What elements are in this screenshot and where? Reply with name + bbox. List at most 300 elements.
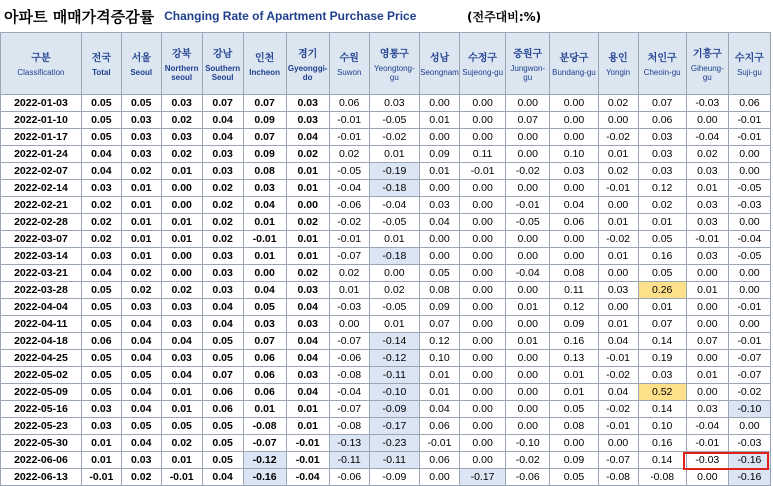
value-cell: 0.03 [686,401,728,418]
column-header-english: Cheoin-gu [643,68,681,78]
value-cell: 0.04 [598,384,638,401]
value-cell: -0.05 [728,248,770,265]
value-cell: 0.05 [202,333,243,350]
column-header-english: Gyeonggi-do [287,64,328,82]
value-cell: 0.02 [286,214,329,231]
unit-label: (전주대비:%) [467,9,542,24]
value-cell: 0.04 [121,350,161,367]
date-cell: 2022-01-10 [1,112,82,129]
value-cell: 0.01 [506,299,550,316]
value-cell: 0.02 [81,231,121,248]
column-header-english: Sujeong-gu [462,68,504,78]
value-cell: 0.03 [81,248,121,265]
value-cell: 0.00 [506,180,550,197]
value-cell: 0.02 [121,282,161,299]
value-cell: 0.00 [459,231,505,248]
value-cell: 0.03 [420,197,460,214]
value-cell: 0.01 [161,214,202,231]
value-cell: 0.07 [243,129,286,146]
value-cell: -0.11 [329,452,369,469]
value-cell: -0.01 [329,231,369,248]
value-cell: 0.02 [329,265,369,282]
value-cell: 0.26 [638,282,686,299]
value-cell: 0.02 [638,197,686,214]
table-row [1,146,771,163]
column-header [202,33,243,95]
value-cell: 0.05 [420,265,460,282]
value-cell: 0.09 [243,112,286,129]
value-cell: 0.00 [598,112,638,129]
value-cell: 0.06 [728,95,770,112]
value-cell: 0.00 [506,418,550,435]
column-header-english: Jungwon-gu [510,64,546,82]
column-header-english: Suji-gu [736,68,762,78]
table-row [1,180,771,197]
value-cell: 0.01 [286,163,329,180]
column-header-korean: 경기 [298,49,318,61]
value-cell: 0.07 [202,95,243,112]
value-cell: 0.00 [459,282,505,299]
value-cell: 0.00 [420,248,460,265]
value-cell: -0.10 [728,401,770,418]
column-header-english: Total [92,68,111,78]
value-cell: 0.00 [459,452,505,469]
column-header-korean: 기흥구 [692,49,722,61]
value-cell: 0.16 [638,248,686,265]
column-header [638,33,686,95]
value-cell: 0.01 [638,214,686,231]
value-cell: 0.00 [420,95,460,112]
column-header-english: Yongin [605,68,631,78]
value-cell: 0.00 [506,401,550,418]
value-cell: 0.00 [550,112,598,129]
value-cell: 0.01 [369,316,419,333]
date-cell: 2022-01-03 [1,95,82,112]
value-cell: -0.01 [329,129,369,146]
value-cell: 0.00 [459,197,505,214]
value-cell: 0.08 [243,163,286,180]
value-cell: 0.03 [161,316,202,333]
value-cell: 0.00 [598,299,638,316]
value-cell: 0.03 [121,112,161,129]
value-cell: -0.03 [686,452,728,469]
value-cell: 0.05 [81,367,121,384]
column-header-korean: 중원구 [513,49,543,61]
date-cell: 2022-06-13 [1,469,82,486]
value-cell: 0.03 [369,95,419,112]
column-header-korean: 수원 [339,53,359,65]
value-cell: 0.00 [550,248,598,265]
value-cell: 0.05 [550,469,598,486]
value-cell: -0.05 [369,112,419,129]
column-header-korean: 영통구 [379,49,409,61]
value-cell: 0.01 [121,197,161,214]
date-cell: 2022-05-16 [1,401,82,418]
value-cell: -0.06 [329,350,369,367]
date-cell: 2022-03-21 [1,265,82,282]
value-cell: 0.03 [686,248,728,265]
column-header-korean: 서울 [131,53,151,65]
value-cell: 0.05 [550,401,598,418]
value-cell: -0.01 [459,163,505,180]
value-cell: -0.03 [686,95,728,112]
table-row [1,418,771,435]
value-cell: 0.08 [550,418,598,435]
value-cell: 0.00 [506,316,550,333]
value-cell: 0.01 [638,299,686,316]
column-header [161,33,202,95]
column-header [121,33,161,95]
value-cell: 0.02 [202,214,243,231]
date-cell: 2022-05-09 [1,384,82,401]
value-cell: 0.04 [81,163,121,180]
value-cell: 0.01 [686,282,728,299]
price-rate-table [0,32,771,486]
value-cell: 0.04 [121,401,161,418]
value-cell: 0.05 [638,231,686,248]
value-cell: 0.02 [202,180,243,197]
value-cell: 0.04 [286,350,329,367]
value-cell: 0.00 [420,129,460,146]
value-cell: 0.02 [598,95,638,112]
value-cell: 0.03 [598,282,638,299]
value-cell: -0.02 [506,163,550,180]
value-cell: 0.00 [506,248,550,265]
column-header-korean: 성남 [429,53,450,65]
table-row [1,112,771,129]
value-cell: -0.04 [369,197,419,214]
table-row [1,282,771,299]
value-cell: 0.01 [161,163,202,180]
value-cell: 0.00 [369,265,419,282]
value-cell: 0.04 [121,316,161,333]
value-cell: 0.00 [161,248,202,265]
value-cell: 0.19 [638,350,686,367]
value-cell: 0.00 [459,95,505,112]
value-cell: 0.52 [638,384,686,401]
value-cell: 0.06 [243,367,286,384]
value-cell: 0.11 [459,146,505,163]
value-cell: 0.00 [506,367,550,384]
value-cell: -0.01 [728,112,770,129]
value-cell: 0.00 [506,231,550,248]
value-cell: -0.08 [598,469,638,486]
value-cell: 0.00 [161,197,202,214]
value-cell: 0.00 [459,129,505,146]
value-cell: 0.03 [243,180,286,197]
column-header [1,33,82,95]
value-cell: -0.02 [728,384,770,401]
value-cell: -0.08 [329,367,369,384]
value-cell: 0.03 [202,146,243,163]
value-cell: 0.00 [506,95,550,112]
value-cell: 0.04 [202,299,243,316]
value-cell: 0.06 [243,350,286,367]
value-cell: 0.00 [459,367,505,384]
value-cell: 0.02 [161,282,202,299]
column-header [420,33,460,95]
value-cell: 0.01 [161,452,202,469]
value-cell: 0.12 [550,299,598,316]
value-cell: -0.02 [598,401,638,418]
value-cell: 0.00 [550,180,598,197]
value-cell: 0.02 [161,112,202,129]
value-cell: -0.03 [728,435,770,452]
value-cell: 0.14 [638,452,686,469]
value-cell: 0.01 [369,231,419,248]
value-cell: 0.00 [459,401,505,418]
value-cell: -0.19 [369,163,419,180]
value-cell: 0.03 [121,299,161,316]
value-cell: 0.00 [459,112,505,129]
value-cell: 0.04 [81,265,121,282]
value-cell: 0.09 [550,316,598,333]
value-cell: 0.03 [202,282,243,299]
value-cell: 0.00 [728,146,770,163]
value-cell: 0.00 [550,435,598,452]
value-cell: 0.07 [420,316,460,333]
column-header [286,33,329,95]
value-cell: 0.02 [81,197,121,214]
value-cell: 0.00 [243,265,286,282]
value-cell: 0.00 [459,316,505,333]
value-cell: 0.05 [243,299,286,316]
value-cell: 0.10 [420,350,460,367]
value-cell: 0.00 [459,384,505,401]
value-cell: 0.06 [243,384,286,401]
column-header-korean: 수정구 [468,53,498,65]
value-cell: 0.06 [420,452,460,469]
value-cell: 0.01 [286,401,329,418]
value-cell: -0.05 [728,180,770,197]
value-cell: -0.05 [506,214,550,231]
value-cell: 0.07 [638,316,686,333]
value-cell: 0.02 [286,265,329,282]
value-cell: 0.03 [202,265,243,282]
value-cell: 0.01 [550,367,598,384]
value-cell: -0.01 [420,435,460,452]
value-cell: -0.01 [598,418,638,435]
value-cell: -0.01 [686,435,728,452]
column-header-english: Seongnam [420,68,459,78]
date-cell: 2022-03-28 [1,282,82,299]
value-cell: -0.17 [459,469,505,486]
date-cell: 2022-01-24 [1,146,82,163]
value-cell: 0.05 [81,350,121,367]
value-cell: 0.03 [243,316,286,333]
value-cell: 0.04 [121,384,161,401]
column-header [598,33,638,95]
value-cell: 0.00 [598,265,638,282]
value-cell: 0.01 [506,333,550,350]
column-header-korean: 분당구 [559,53,589,65]
value-cell: -0.01 [286,452,329,469]
value-cell: -0.11 [369,452,419,469]
table-row [1,248,771,265]
value-cell: -0.02 [369,129,419,146]
value-cell: 0.06 [550,214,598,231]
value-cell: 0.00 [598,435,638,452]
value-cell: 0.00 [161,265,202,282]
column-header [506,33,550,95]
value-cell: -0.06 [329,197,369,214]
value-cell: 0.03 [202,163,243,180]
value-cell: 0.01 [243,248,286,265]
value-cell: 0.00 [459,248,505,265]
value-cell: 0.05 [81,384,121,401]
value-cell: 0.00 [728,282,770,299]
value-cell: 0.03 [638,367,686,384]
value-cell: -0.11 [369,367,419,384]
value-cell: -0.01 [728,129,770,146]
value-cell: -0.04 [329,384,369,401]
value-cell: -0.02 [598,367,638,384]
column-header-english: Suwon [336,68,362,78]
column-header-english: Bundang-gu [552,68,596,78]
value-cell: 0.04 [286,384,329,401]
value-cell: 0.02 [202,197,243,214]
date-cell: 2022-03-14 [1,248,82,265]
table-row [1,231,771,248]
column-header-korean: 구분 [31,53,51,65]
value-cell: 0.01 [243,401,286,418]
value-cell: 0.01 [286,248,329,265]
value-cell: 0.00 [420,469,460,486]
table-row [1,129,771,146]
value-cell: 0.05 [161,418,202,435]
value-cell: 0.02 [286,146,329,163]
value-cell: 0.02 [598,163,638,180]
value-cell: 0.04 [550,197,598,214]
date-cell: 2022-05-02 [1,367,82,384]
value-cell: -0.16 [728,469,770,486]
value-cell: 0.05 [81,112,121,129]
value-cell: 0.03 [81,401,121,418]
value-cell: 0.03 [161,299,202,316]
value-cell: 0.02 [121,265,161,282]
value-cell: 0.00 [728,163,770,180]
value-cell: 0.07 [638,95,686,112]
value-cell: 0.14 [638,401,686,418]
value-cell: 0.03 [161,95,202,112]
value-cell: -0.05 [369,214,419,231]
table-row [1,299,771,316]
value-cell: 0.00 [459,435,505,452]
value-cell: 0.02 [121,163,161,180]
value-cell: 0.08 [550,265,598,282]
value-cell: 0.00 [686,112,728,129]
value-cell: -0.01 [728,333,770,350]
value-cell: 0.16 [550,333,598,350]
value-cell: -0.16 [728,452,770,469]
value-cell: 0.04 [420,214,460,231]
value-cell: 0.06 [202,384,243,401]
date-cell: 2022-05-30 [1,435,82,452]
value-cell: 0.01 [598,248,638,265]
value-cell: -0.07 [329,401,369,418]
value-cell: -0.04 [506,265,550,282]
value-cell: 0.04 [161,367,202,384]
column-header [728,33,770,95]
value-cell: -0.07 [329,333,369,350]
table-row [1,452,771,469]
value-cell: -0.14 [369,333,419,350]
value-cell: 0.00 [420,231,460,248]
value-cell: 0.08 [420,282,460,299]
value-cell: 0.03 [286,112,329,129]
column-header-english: Incheon [249,68,280,78]
value-cell: -0.07 [329,248,369,265]
value-cell: -0.12 [369,350,419,367]
value-cell: -0.08 [329,418,369,435]
value-cell: 0.02 [686,146,728,163]
value-cell: 0.00 [459,265,505,282]
value-cell: 0.01 [121,180,161,197]
value-cell: 0.01 [598,316,638,333]
value-cell: 0.03 [550,163,598,180]
value-cell: 0.05 [121,95,161,112]
value-cell: -0.09 [369,401,419,418]
value-cell: -0.07 [598,452,638,469]
value-cell: -0.18 [369,248,419,265]
date-cell: 2022-04-11 [1,316,82,333]
value-cell: 0.01 [121,214,161,231]
value-cell: 0.00 [728,214,770,231]
column-header-korean: 강북 [172,49,192,61]
value-cell: 0.00 [686,469,728,486]
value-cell: 0.02 [161,435,202,452]
column-header-english: Giheung-gu [690,64,724,82]
value-cell: 0.03 [686,214,728,231]
value-cell: 0.02 [369,282,419,299]
value-cell: -0.12 [243,452,286,469]
value-cell: 0.09 [550,452,598,469]
value-cell: -0.07 [243,435,286,452]
column-header-english: Yeongtong-gu [374,64,415,82]
value-cell: 0.03 [686,163,728,180]
value-cell: 0.00 [459,180,505,197]
column-header [550,33,598,95]
value-cell: 0.03 [638,129,686,146]
value-cell: -0.05 [329,163,369,180]
page-title-korean: 아파트 매매가격증감률 [4,7,155,26]
value-cell: 0.03 [286,95,329,112]
column-header-korean: 강남 [212,49,233,61]
value-cell: -0.01 [243,231,286,248]
value-cell: 0.01 [286,180,329,197]
value-cell: 0.00 [598,197,638,214]
column-header [243,33,286,95]
value-cell: 0.02 [161,146,202,163]
column-header-english: Northern seoul [164,64,199,82]
value-cell: 0.04 [121,333,161,350]
value-cell: 0.01 [161,401,202,418]
value-cell: 0.05 [81,282,121,299]
column-header [329,33,369,95]
column-header [459,33,505,95]
value-cell: -0.04 [686,129,728,146]
column-header-korean: 용인 [608,53,628,65]
table-row [1,95,771,112]
value-cell: 0.12 [638,180,686,197]
value-cell: 0.00 [506,384,550,401]
value-cell: 0.01 [550,384,598,401]
value-cell: 0.01 [420,112,460,129]
value-cell: 0.04 [202,469,243,486]
value-cell: -0.01 [598,180,638,197]
value-cell: -0.18 [369,180,419,197]
value-cell: 0.06 [329,95,369,112]
